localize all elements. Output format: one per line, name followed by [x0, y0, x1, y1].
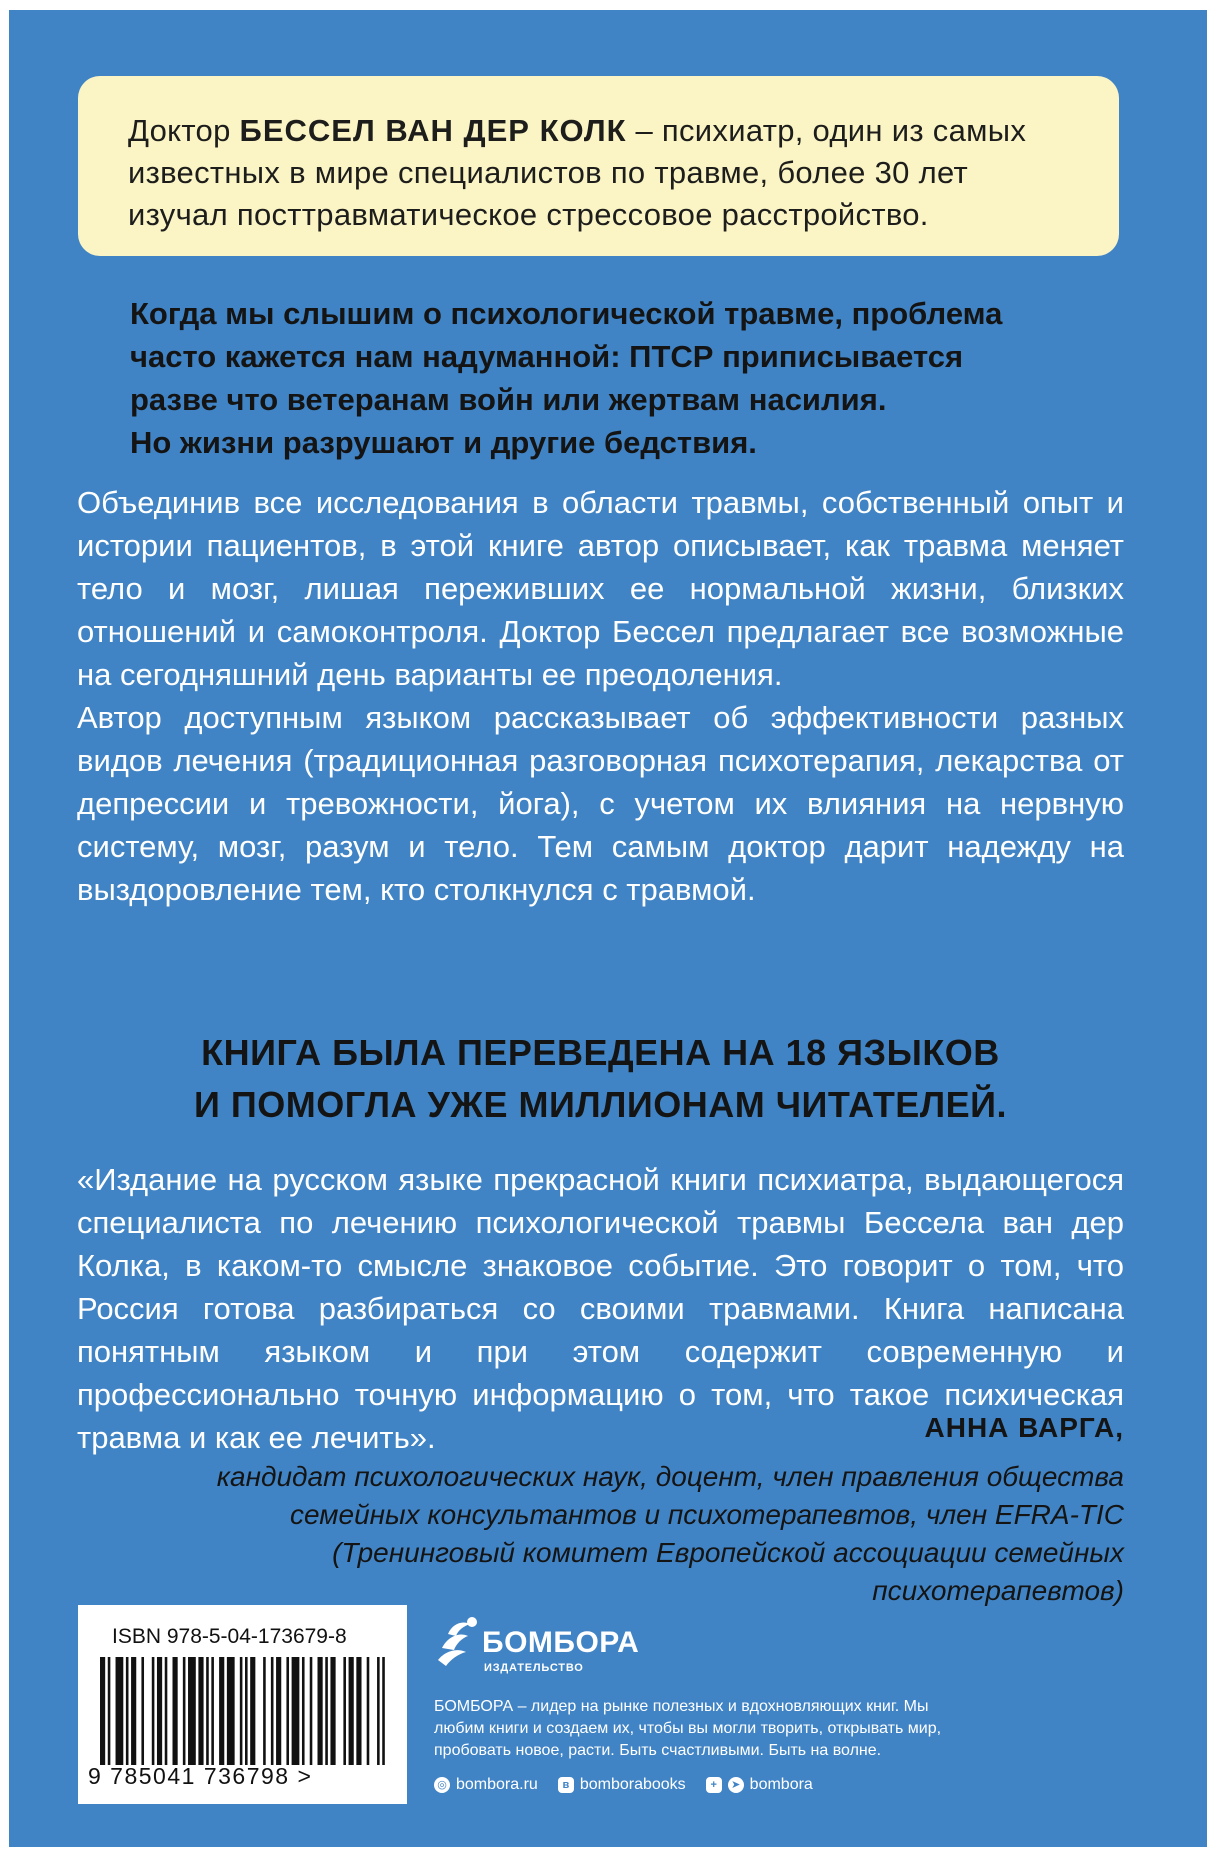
barcode-bar	[131, 1657, 136, 1765]
social-website-label: bombora.ru	[456, 1776, 538, 1793]
lead-line: часто кажется нам надуманной: ПТСР приписывается	[130, 339, 964, 374]
telegram-icon: ➤	[728, 1777, 744, 1793]
social-vk-label: bomborabooks	[579, 1776, 686, 1793]
barcode-bar	[349, 1657, 354, 1765]
barcode-bar	[343, 1657, 346, 1765]
author-name: БЕССЕЛ ВАН ДЕР КОЛК	[239, 113, 627, 148]
barcode-digits: 9 785041 736798 >	[88, 1763, 313, 1789]
social-links	[434, 1776, 813, 1794]
description-paragraph-2: Автор доступным языком рассказывает об эффективности разных видов лечения (традиционная разговорная психотерапия, лекарства от депрессии и тревожности, йога), с учетом их влияния на нервную систему, мозг, разум и тело. Тем самым доктор дарит надежду на выздоровление тем, кто столкнулся с травмой.	[77, 700, 1124, 907]
barcode-bar	[183, 1657, 186, 1765]
barcode-bar	[377, 1657, 380, 1765]
barcode-bar	[141, 1657, 144, 1765]
barcode-bar	[276, 1657, 281, 1765]
social-vk[interactable]	[558, 1776, 686, 1794]
translation-headline	[77, 1027, 1124, 1131]
barcode-bar	[302, 1657, 305, 1765]
lead-paragraph	[130, 292, 1060, 464]
barcode-bar	[227, 1657, 235, 1765]
globe-icon: ◎	[434, 1777, 450, 1793]
barcode-bar	[263, 1657, 266, 1765]
description-paragraph-1: Объединив все исследования в области травмы, собственный опыт и истории пациентов, в этой книге автор описывает, как травма меняет тело и мозг, лишая переживших ее нормальной жизни, близких отношений и самоконтроля. Доктор Бессел предлагает все возможные на сегодняшний день варианты ее преодоления.	[77, 485, 1124, 692]
isbn-label: ISBN 978-5-04-173679-8	[112, 1625, 347, 1648]
barcode-bar	[100, 1657, 105, 1765]
barcode-bar	[330, 1657, 335, 1765]
barcode-bar	[108, 1657, 111, 1765]
lead-line: разве что ветеранам войн или жертвам насилия.	[130, 382, 887, 417]
barcode-bar	[173, 1657, 178, 1765]
social-website[interactable]	[434, 1776, 538, 1794]
barcode-bar	[356, 1657, 361, 1765]
barcode-bar	[286, 1657, 289, 1765]
barcode-bar	[250, 1657, 255, 1765]
barcode-bar	[367, 1657, 370, 1765]
barcode-bar	[318, 1657, 323, 1765]
barcode-bar	[165, 1657, 168, 1765]
isbn-barcode	[78, 1605, 407, 1804]
headline-line-1: КНИГА БЫЛА ПЕРЕВЕДЕНА НА 18 ЯЗЫКОВ	[201, 1032, 1000, 1073]
book-description	[77, 481, 1124, 911]
barcode-bar	[157, 1657, 162, 1765]
social-telegram-label: bombora	[749, 1776, 813, 1793]
barcode-bar	[116, 1657, 124, 1765]
social-telegram[interactable]	[706, 1776, 813, 1794]
barcode-bar	[325, 1657, 328, 1765]
barcode-bar	[310, 1657, 313, 1765]
barcode-bars	[100, 1657, 390, 1765]
barcode-bar	[219, 1657, 224, 1765]
barcode-bar	[198, 1657, 203, 1765]
publisher-subtitle: ИЗДАТЕЛЬСТВО	[484, 1662, 584, 1674]
quote-author: АННА ВАРГА,	[924, 1412, 1124, 1443]
bio-prefix: Доктор	[128, 113, 240, 148]
barcode-bar	[271, 1657, 274, 1765]
lead-line: Когда мы слышим о психологической травме, проблема	[130, 296, 1003, 331]
barcode-bar	[152, 1657, 155, 1765]
publisher-description: БОМБОРА – лидер на рынке полезных и вдохновляющих книг. Мы любим книги и создаем их, чтобы вы могли творить, открывать мир, пробовать новое, расти. Быть счастливыми. Быть на волне.	[434, 1698, 942, 1759]
publisher-name: БОМБОРА	[482, 1626, 640, 1659]
barcode-bar	[240, 1657, 243, 1765]
barcode-bar	[126, 1657, 129, 1765]
author-bio-box	[78, 76, 1119, 256]
quote-author-credentials: кандидат психологических наук, доцент, член правления общества семейных консультантов и психотерапевтов, член EFRA-TIC (Тренинговый комитет Европейской ассоциации семейных психотерапевтов)	[216, 1461, 1124, 1606]
review-quote: «Издание на русском языке прекрасной книги психиатра, выдающегося специалиста по лечению психологической травмы Бессела ван дер Колка, в каком-то смысле знаковое событие. Это говорит о том, что Россия готова разбираться со своими травмами. Книга написана понятным языком и при этом содержит современную и профессионально точную информацию о том, что такое психическая травма и как ее лечить».	[77, 1162, 1124, 1455]
barcode-bar	[382, 1657, 385, 1765]
headline-line-2: И ПОМОГЛА УЖЕ МИЛЛИОНАМ ЧИТАТЕЛЕЙ.	[194, 1084, 1007, 1125]
plus-icon: +	[706, 1777, 722, 1793]
vk-icon: в	[558, 1777, 574, 1793]
barcode-bar	[245, 1657, 248, 1765]
barcode-bar	[188, 1657, 196, 1765]
lead-line: Но жизни разрушают и другие бедствия.	[130, 425, 757, 460]
barcode-bar	[292, 1657, 300, 1765]
barcode-bar	[206, 1657, 209, 1765]
barcode-bar	[211, 1657, 214, 1765]
bio-text: – психиатр, один из самых известных в мире специалистов по травме, более 30 лет изучал посттравматическое стрессовое расстройство.	[128, 113, 1027, 232]
